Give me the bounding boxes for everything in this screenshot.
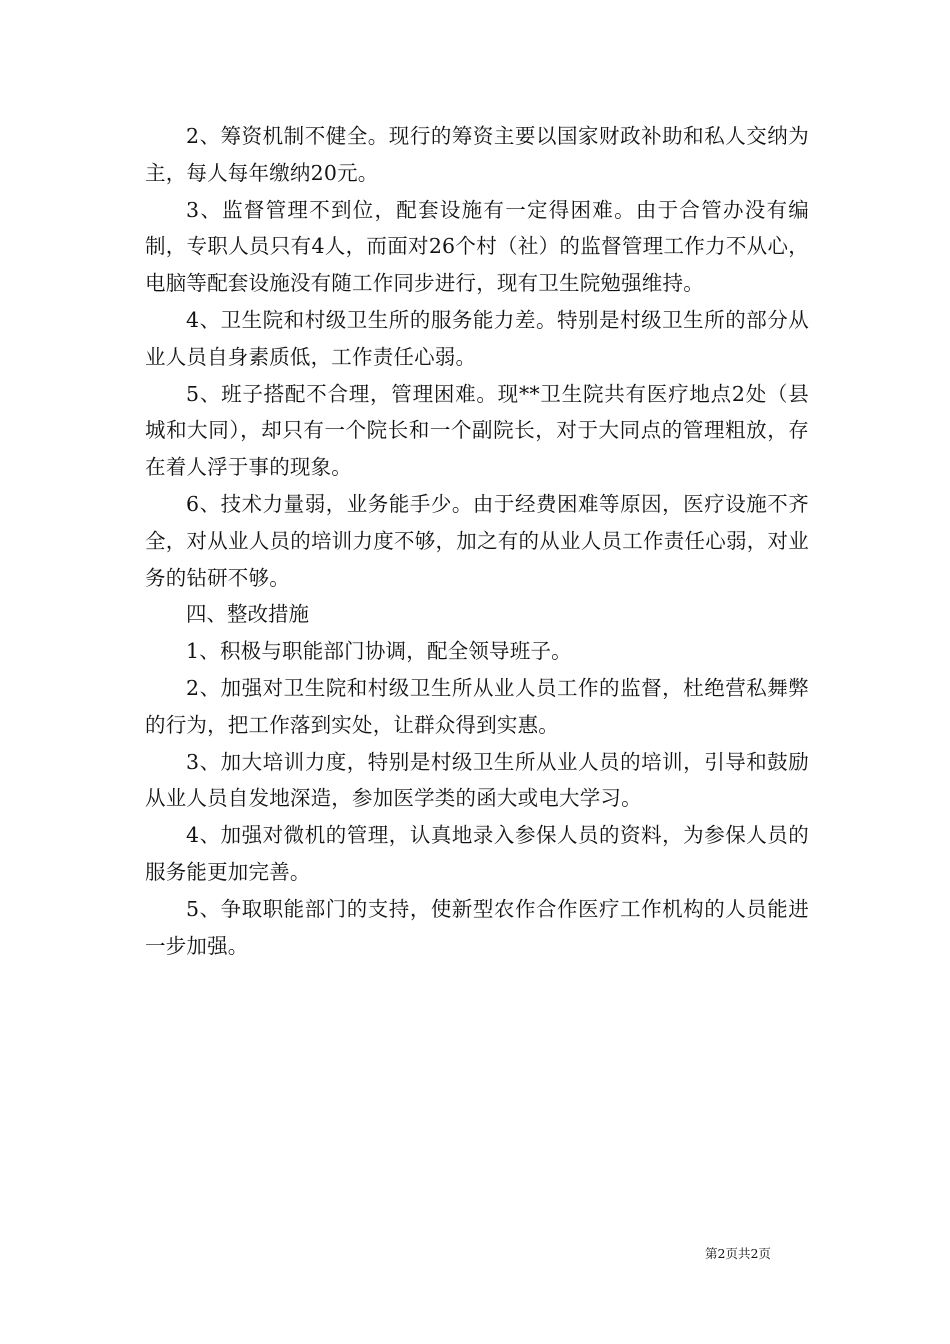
paragraph-supervision: 3、监督管理不到位，配套设施有一定得困难。由于合管办没有编制，专职人员只有4人，而面对26个村（社）的监督管理工作力不从心，电脑等配套设施没有随工作同步进行，现有卫生院勉强维持。 <box>145 197 809 296</box>
paragraph-funding-mechanism: 2、筹资机制不健全。现行的筹资主要以国家财政补助和私人交纳为主，每人每年缴纳20元。 <box>145 124 809 185</box>
document-body <box>145 118 809 964</box>
section-heading-measures: 四、整改措施 <box>186 602 309 627</box>
paragraph-leadership: 5、班子搭配不合理，管理困难。现**卫生院共有医疗地点2处（县城和大同），却只有一个院长和一个副院长，对于大同点的管理粗放，存在着人浮于事的现象。 <box>145 381 809 480</box>
paragraph-service-capacity: 4、卫生院和村级卫生所的服务能力差。特别是村级卫生所的部分从业人员自身素质低，工作责任心弱。 <box>145 307 809 369</box>
measure-item: 3、加大培训力度，特别是村级卫生所从业人员的培训，引导和鼓励从业人员自发地深造，参加医学类的函大或电大学习。 <box>145 749 809 811</box>
page-number-footer: 第2页共2页 <box>705 1246 771 1261</box>
measure-item: 2、加强对卫生院和村级卫生所从业人员工作的监督，杜绝营私舞弊的行为，把工作落到实处，让群众得到实惠。 <box>145 675 809 737</box>
measure-item: 5、争取职能部门的支持，使新型农作合作医疗工作机构的人员能进一步加强。 <box>145 896 809 958</box>
paragraph-technical-strength: 6、技术力量弱，业务能手少。由于经费困难等原因，医疗设施不齐全，对从业人员的培训力度不够，加之有的从业人员工作责任心弱，对业务的钻研不够。 <box>145 491 809 590</box>
measure-item: 4、加强对微机的管理，认真地录入参保人员的资料，为参保人员的服务能更加完善。 <box>145 823 809 884</box>
measure-item: 1、积极与职能部门协调，配全领导班子。 <box>186 639 572 664</box>
